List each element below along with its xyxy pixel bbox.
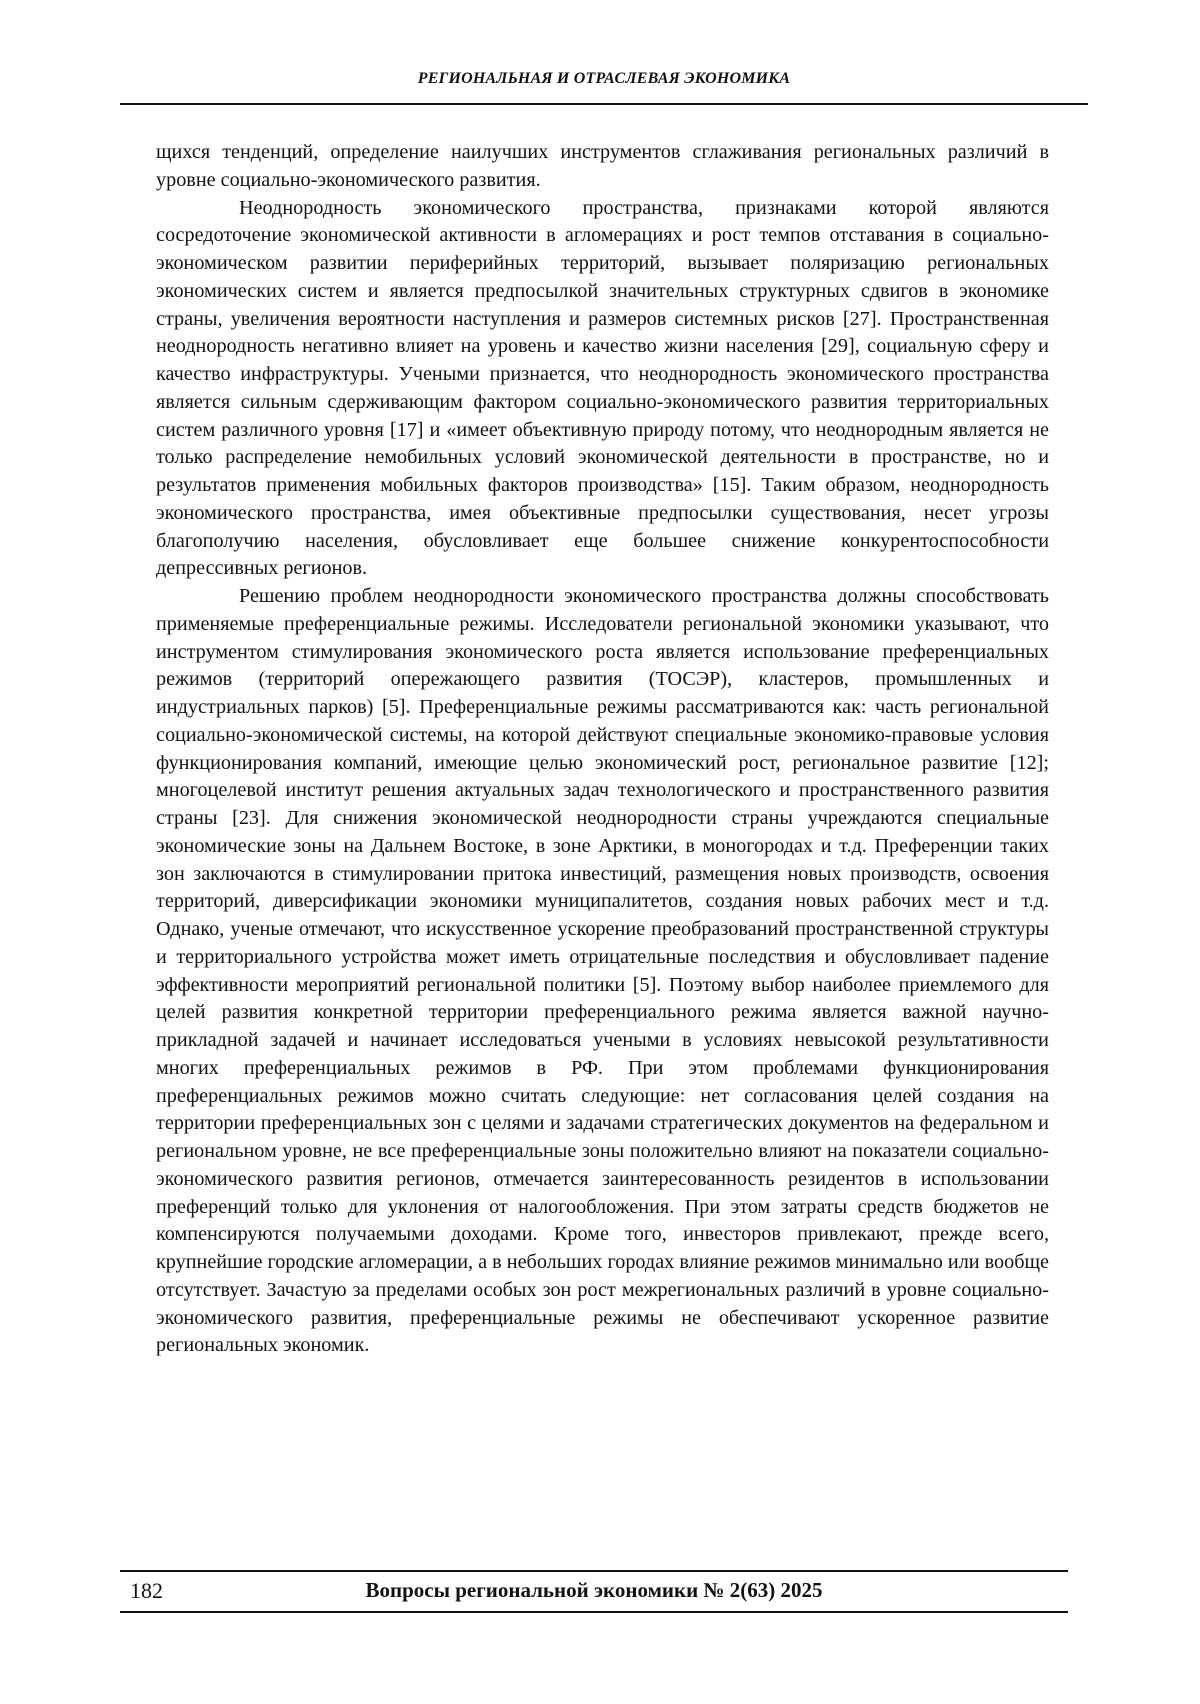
journal-title: Вопросы региональной экономики № 2(63) 2025	[365, 1578, 823, 1602]
article-body	[156, 139, 1049, 1360]
footer-rule-bottom	[120, 1611, 1068, 1613]
header-rule	[120, 103, 1088, 105]
paragraph-spatial-heterogeneity: Неоднородность экономического пространства, признаками которой являются сосредоточение экономической активности в агломерациях и рост темпов отставания в социально-экономическом развитии периферийных территорий, вызывает поляризацию региональных экономических систем и является предпосылкой значительных структурных сдвигов в экономике страны, увеличения вероятности наступления и размеров системных рисков [27]. Пространственная неоднородность негативно влияет на уровень и качество жизни населения [29], социальную сферу и качество инфраструктуры. Учеными признается, что неоднородность экономического пространства является сильным сдерживающим фактором социально-экономического развития территориальных систем различного уровня [17] и «имеет объективную природу потому, что неоднородным является не только распределение немобильных условий экономической деятельности в пространстве, но и результатов применения мобильных факторов производства» [15]. Таким образом, неоднородность экономического пространства, имея объективные предпосылки существования, несет угрозы благополучию населения, обусловливает еще большее снижение конкурентоспособности депрессивных регионов.	[156, 196, 1049, 580]
running-title: РЕГИОНАЛЬНАЯ И ОТРАСЛЕВАЯ ЭКОНОМИКА	[417, 70, 791, 87]
footer-rule-top	[120, 1570, 1068, 1572]
paragraph-continuation: щихся тенденций, определение наилучших инструментов сглаживания региональных различий в уровне социально-экономического развития.	[156, 141, 1049, 191]
page-number: 182	[130, 1578, 163, 1603]
paragraph-preferential-regimes: Решению проблем неоднородности экономического пространства должны способствовать применяемые преференциальные режимы. Исследователи региональной экономики указывают, что инструментом стимулирования экономического роста является использование преференциальных режимов (территорий опережающего развития (ТОСЭР), кластеров, промышленных и индустриальных парков) [5]. Преференциальные режимы рассматриваются как: часть региональной социально-экономической системы, на которой действуют специальные экономико-правовые условия функционирования компаний, имеющие целью экономический рост, региональное развитие [12]; многоцелевой институт решения актуальных задач технологического и пространственного развития страны [23]. Для снижения экономической неоднородности страны учреждаются специальные экономические зоны на Дальнем Востоке, в зоне Арктики, в моногородах и т.д. Преференции таких зон заключаются в стимулировании притока инвестиций, размещения новых производств, освоения территорий, диверсификации экономики муниципалитетов, создания новых рабочих мест и т.д. Однако, ученые отмечают, что искусственное ускорение преобразований пространственной структуры и территориального устройства может иметь отрицательные последствия и обусловливает падение эффективности мероприятий региональной политики [5]. Поэтому выбор наиболее приемлемого для целей развития конкретной территории преференциального режима является важной научно-прикладной задачей и начинает исследоваться учеными в условиях невысокой результативности многих преференциальных режимов в РФ. При этом проблемами функционирования преференциальных режимов можно считать следующие: нет согласования целей создания на территории преференциальных зон с целями и задачами стратегических документов на федеральном и региональном уровне, не все преференциальные зоны положительно влияют на показатели социально-экономического развития регионов, отмечается заинтересованность резидентов в использовании преференций только для уклонения от налогообложения. При этом затраты средств бюджетов не компенсируются получаемыми доходами. Кроме того, инвесторов привлекают, прежде всего, крупнейшие городские агломерации, а в небольших городах влияние режимов минимально или вообще отсутствует. Зачастую за пределами особых зон рост межрегиональных различий в уровне социально-экономического развития, преференциальные режимы не обеспечивают ускоренное развитие региональных экономик.	[156, 585, 1049, 1357]
